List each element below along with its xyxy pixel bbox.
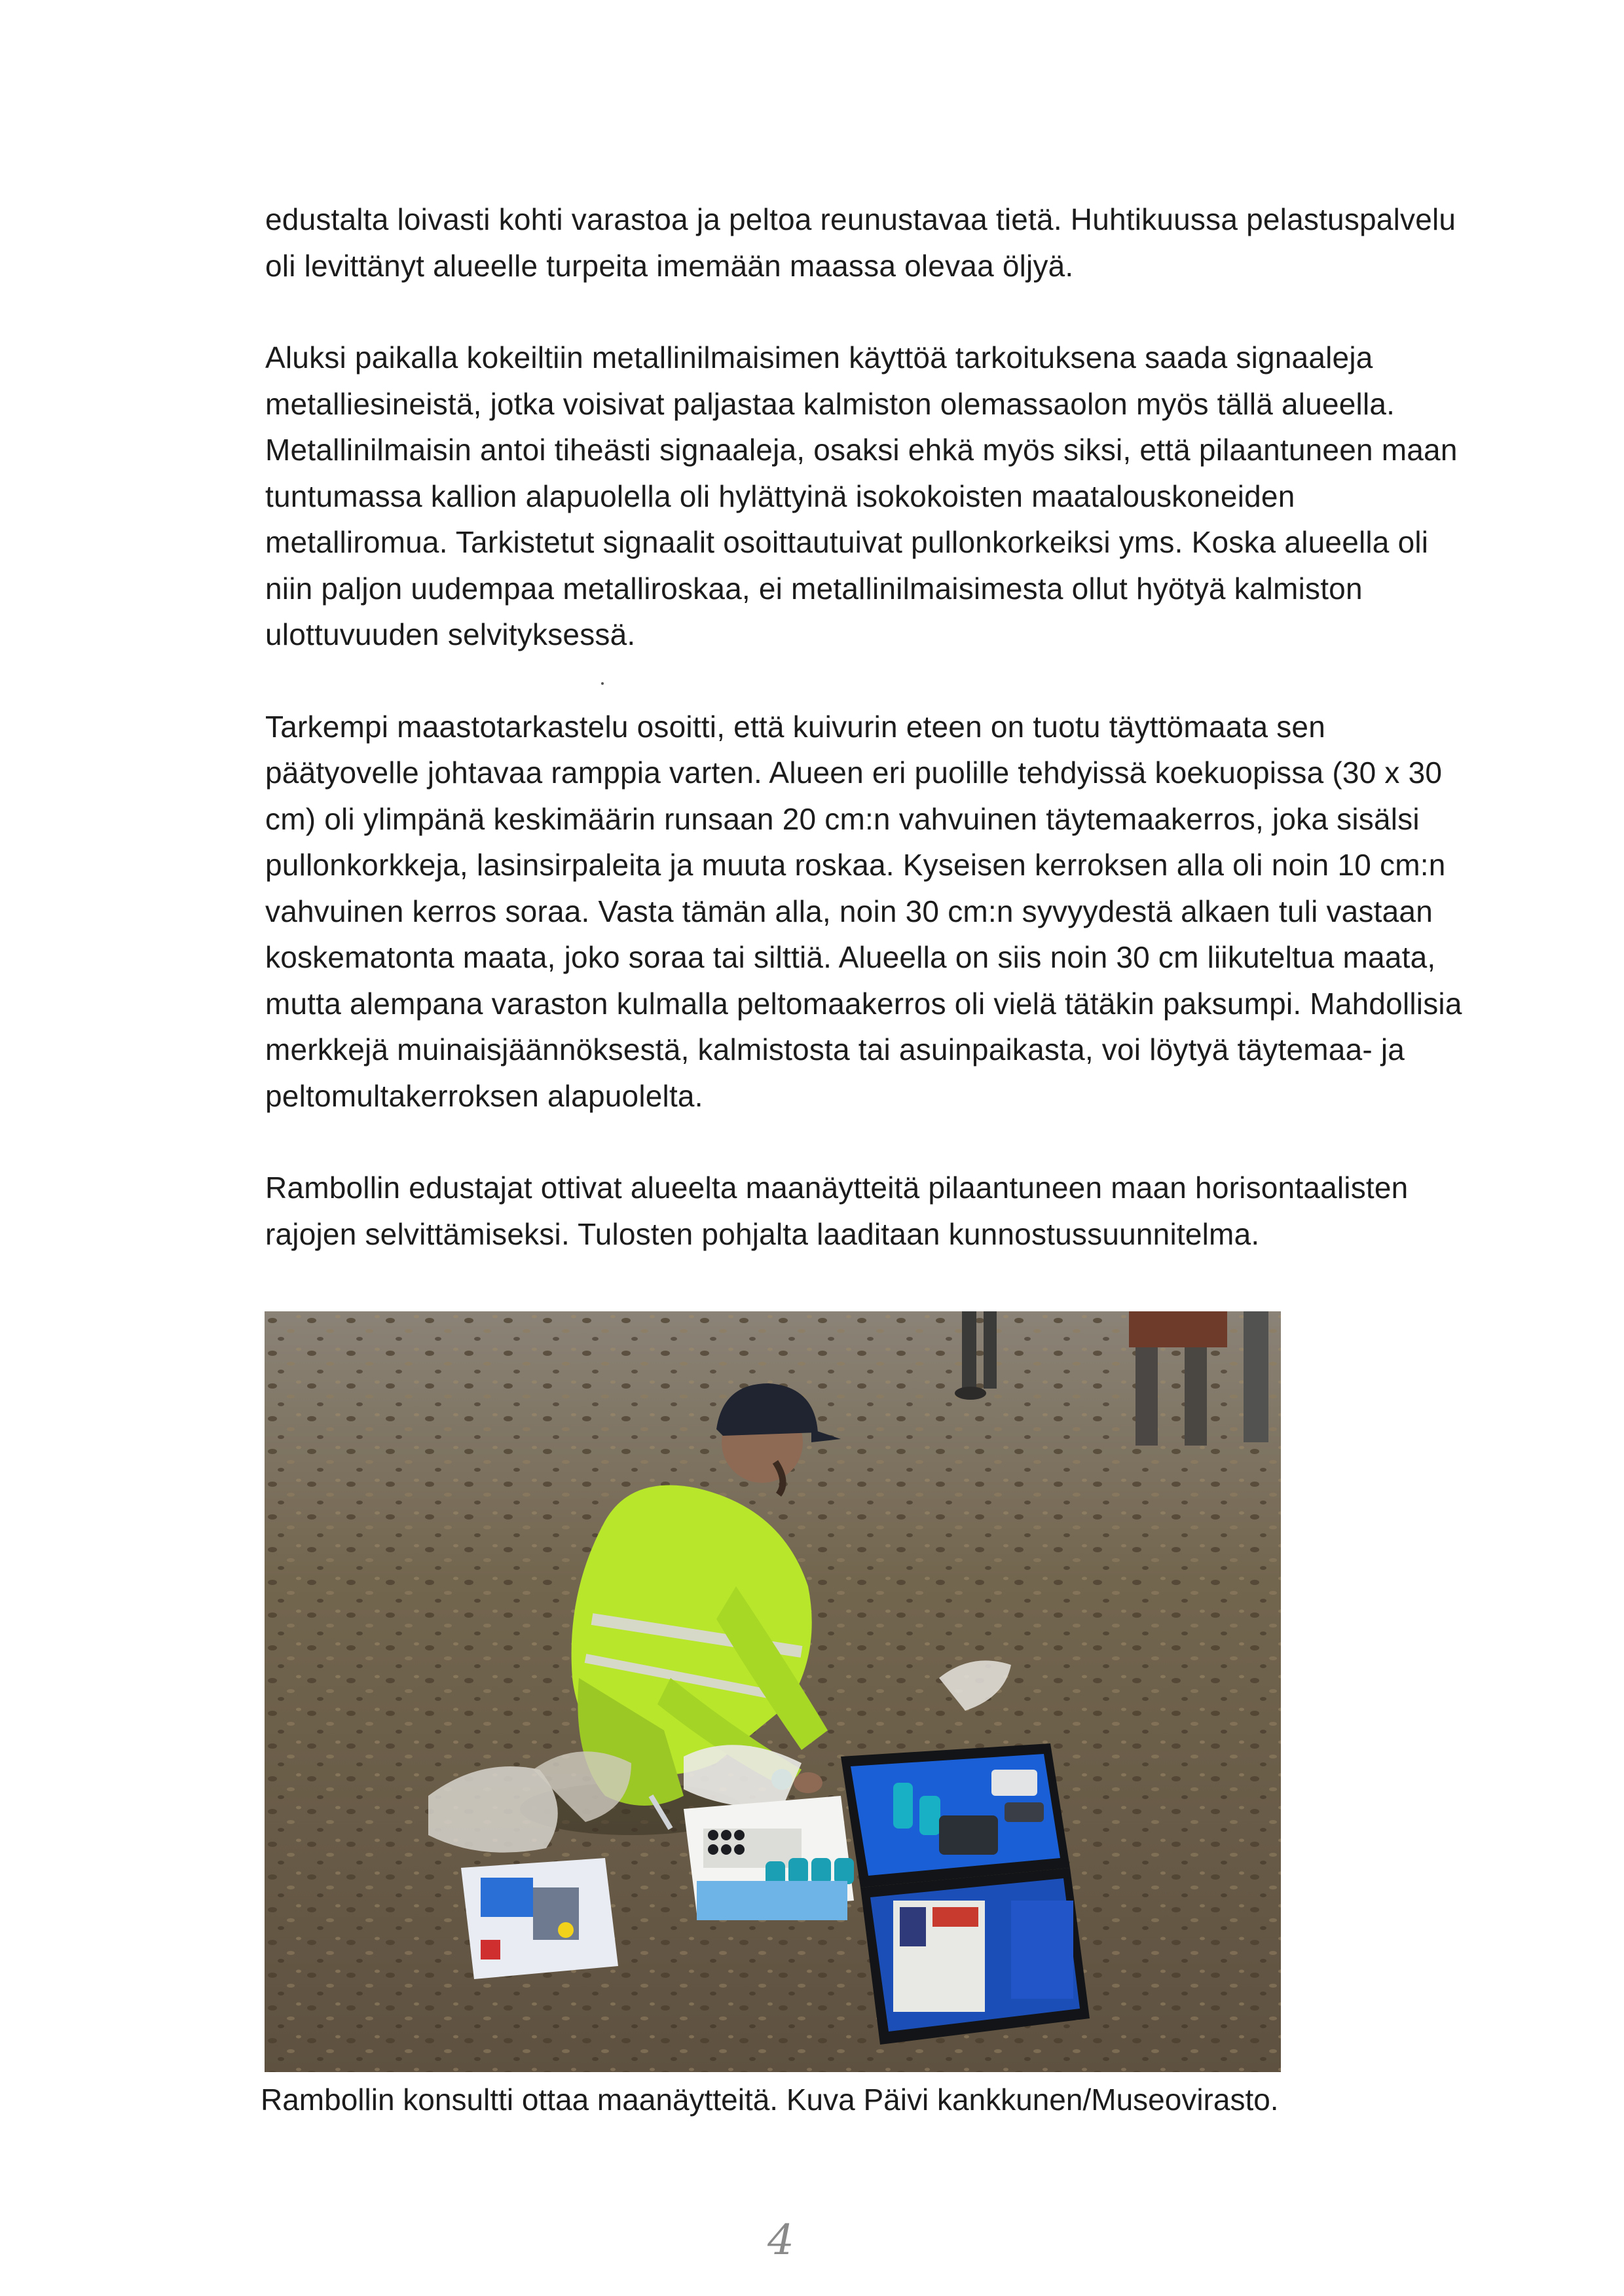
text-line: oli levittänyt alueelle turpeita imemään maassa olevaa öljyä. bbox=[265, 248, 1074, 283]
text-line: tuntumassa kallion alapuolella oli hylättyinä isokokoisten maatalouskoneiden bbox=[265, 479, 1295, 513]
text-line: merkkejä muinaisjäännöksestä, kalmistosta tai asuinpaikasta, voi löytyä täytemaa- ja bbox=[265, 1032, 1405, 1066]
text-line: rajojen selvittämiseksi. Tulosten pohjalta laaditaan kunnostussuunnitelma. bbox=[265, 1216, 1260, 1251]
text-line: edustalta loivasti kohti varastoa ja peltoa reunustavaa tietä. Huhtikuussa pelastuspalvelu bbox=[265, 202, 1456, 236]
paragraph-3 bbox=[265, 704, 1490, 1120]
text-line: mutta alempana varaston kulmalla peltomaakerros oli vielä tätäkin paksumpi. Mahdollisia bbox=[265, 986, 1462, 1021]
scan-speck bbox=[601, 682, 604, 685]
field-photo bbox=[265, 1311, 1281, 2072]
paragraph-2 bbox=[265, 335, 1490, 658]
text-line: niin paljon uudempaa metalliroskaa, ei metallinilmaisimesta ollut hyötyä kalmiston bbox=[265, 571, 1363, 606]
reagent-tray bbox=[684, 1796, 854, 1920]
text-line: vahvuinen kerros soraa. Vasta tämän alla, noin 30 cm:n syvyydestä alkaen tuli vastaan bbox=[265, 894, 1433, 928]
text-line: metalliromua. Tarkistetut signaalit osoittautuivat pullonkorkeiksi yms. Koska alueella oli bbox=[265, 525, 1429, 559]
paragraph-4 bbox=[265, 1165, 1490, 1257]
text-line: Metallinilmaisin antoi tiheästi signaaleja, osaksi ehkä myös siksi, että pilaantuneen maan bbox=[265, 433, 1458, 467]
text-line: cm) oli ylimpänä keskimäärin runsaan 20 cm:n vahvuinen täytemaakerros, joka sisälsi bbox=[265, 801, 1420, 836]
page-number: 4 bbox=[767, 2216, 794, 2265]
text-line: koskematonta maata, joko soraa tai silttiä. Alueella on siis noin 30 cm liikuteltua maata, bbox=[265, 940, 1436, 974]
document-body bbox=[265, 196, 1490, 1303]
text-line: Tarkempi maastotarkastelu osoitti, että kuivurin eteen on tuotu täyttömaata sen bbox=[265, 709, 1325, 744]
test-kit-box bbox=[461, 1858, 618, 1979]
text-line: pullonkorkkeja, lasinsirpaleita ja muuta roskaa. Kyseisen kerroksen alla oli noin 10 cm:n bbox=[265, 848, 1446, 882]
field-photo-illustration bbox=[265, 1311, 1281, 2072]
text-line: Rambollin edustajat ottivat alueelta maanäytteitä pilaantuneen maan horisontaalisten bbox=[265, 1171, 1409, 1205]
text-line: Aluksi paikalla kokeiltiin metallinilmaisimen käyttöä tarkoituksena saada signaaleja bbox=[265, 340, 1373, 374]
text-line: metalliesineistä, jotka voisivat paljastaa kalmiston olemassaolon myös tällä alueella. bbox=[265, 386, 1395, 421]
text-line: peltomultakerroksen alapuolelta. bbox=[265, 1078, 703, 1113]
paragraph-1 bbox=[265, 196, 1490, 289]
sampling-case bbox=[841, 1743, 1090, 2045]
text-line: ulottuvuuden selvityksessä. bbox=[265, 617, 636, 651]
text-line: päätyovelle johtavaa ramppia varten. Alueen eri puolille tehdyissä koekuopissa (30 x 30 bbox=[265, 756, 1443, 790]
photo-caption: Rambollin konsultti ottaa maanäytteitä. Kuva Päivi kankkunen/Museovirasto. bbox=[261, 2083, 1279, 2117]
